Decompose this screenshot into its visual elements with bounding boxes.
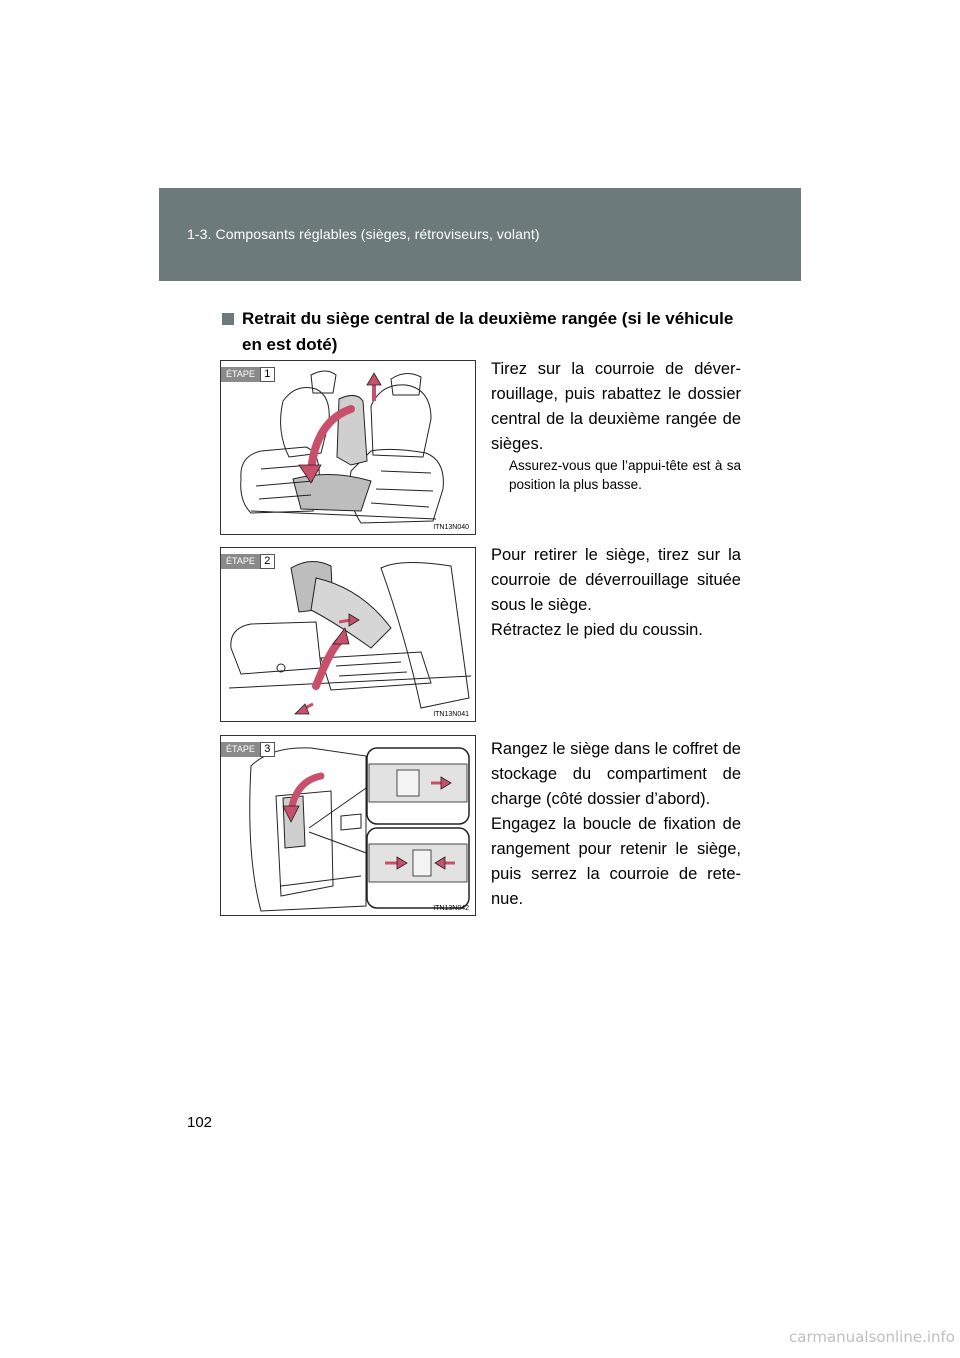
step-badge-word: ÉTAPE bbox=[221, 554, 260, 569]
step-badge-number: 3 bbox=[260, 742, 275, 757]
header-band bbox=[159, 188, 801, 281]
section-header: 1-3. Composants réglables (sièges, rétroviseurs, volant) bbox=[187, 226, 540, 242]
step2-paragraph-1: Pour retirer le siège, tirez sur la courroie de déverrouillage située sous le siège. bbox=[491, 546, 741, 614]
step3-paragraph-2: Engagez la boucle de fixation de rangement pour retenir le siège, puis serrez la courroie de rete-nue. bbox=[491, 815, 741, 908]
rear-seat-fold-drawing bbox=[221, 361, 475, 534]
step2-illustration bbox=[220, 547, 476, 722]
figure-code: ITN13N041 bbox=[433, 711, 469, 718]
step-badge-word: ÉTAPE bbox=[221, 742, 260, 757]
watermark: carmanualsonline.info bbox=[789, 1328, 955, 1346]
page-number: 102 bbox=[187, 1114, 213, 1131]
step-badge bbox=[221, 367, 275, 382]
square-bullet-icon bbox=[222, 313, 234, 325]
step-badge bbox=[221, 554, 275, 569]
seat-removal-drawing bbox=[221, 548, 475, 721]
step-badge bbox=[221, 742, 275, 757]
step2-paragraph-2: Rétractez le pied du coussin. bbox=[491, 621, 703, 639]
figure-code: ITN13N042 bbox=[433, 905, 469, 912]
step3-illustration bbox=[220, 735, 476, 916]
step3-text bbox=[491, 737, 741, 912]
step-badge-number: 2 bbox=[260, 554, 275, 569]
step2-text bbox=[491, 543, 741, 643]
step1-paragraph: Tirez sur la courroie de déver-rouillage, puis rabattez le dossier central de la deuxième rangée de sièges. bbox=[491, 360, 741, 453]
step1-illustration bbox=[220, 360, 476, 535]
step-badge-word: ÉTAPE bbox=[221, 367, 260, 382]
pull-up-arrow-icon bbox=[367, 373, 381, 385]
step1-note: Assurez-vous que l’appui-tête est à sa position la plus basse. bbox=[509, 458, 741, 492]
seat-stowage-drawing bbox=[221, 736, 475, 915]
section-title-line1: Retrait du siège central de la deuxième rangée (si le véhicule bbox=[242, 309, 734, 328]
step3-paragraph-1: Rangez le siège dans le coffret de stockage du compartiment de charge (côté dossier d’abord). bbox=[491, 740, 741, 808]
section-title-line2: en est doté) bbox=[242, 335, 338, 354]
step-badge-number: 1 bbox=[260, 367, 275, 382]
step1-text bbox=[491, 357, 741, 457]
lift-arrow-icon bbox=[316, 640, 341, 686]
section-title bbox=[222, 306, 742, 358]
figure-code: ITN13N040 bbox=[433, 524, 469, 531]
